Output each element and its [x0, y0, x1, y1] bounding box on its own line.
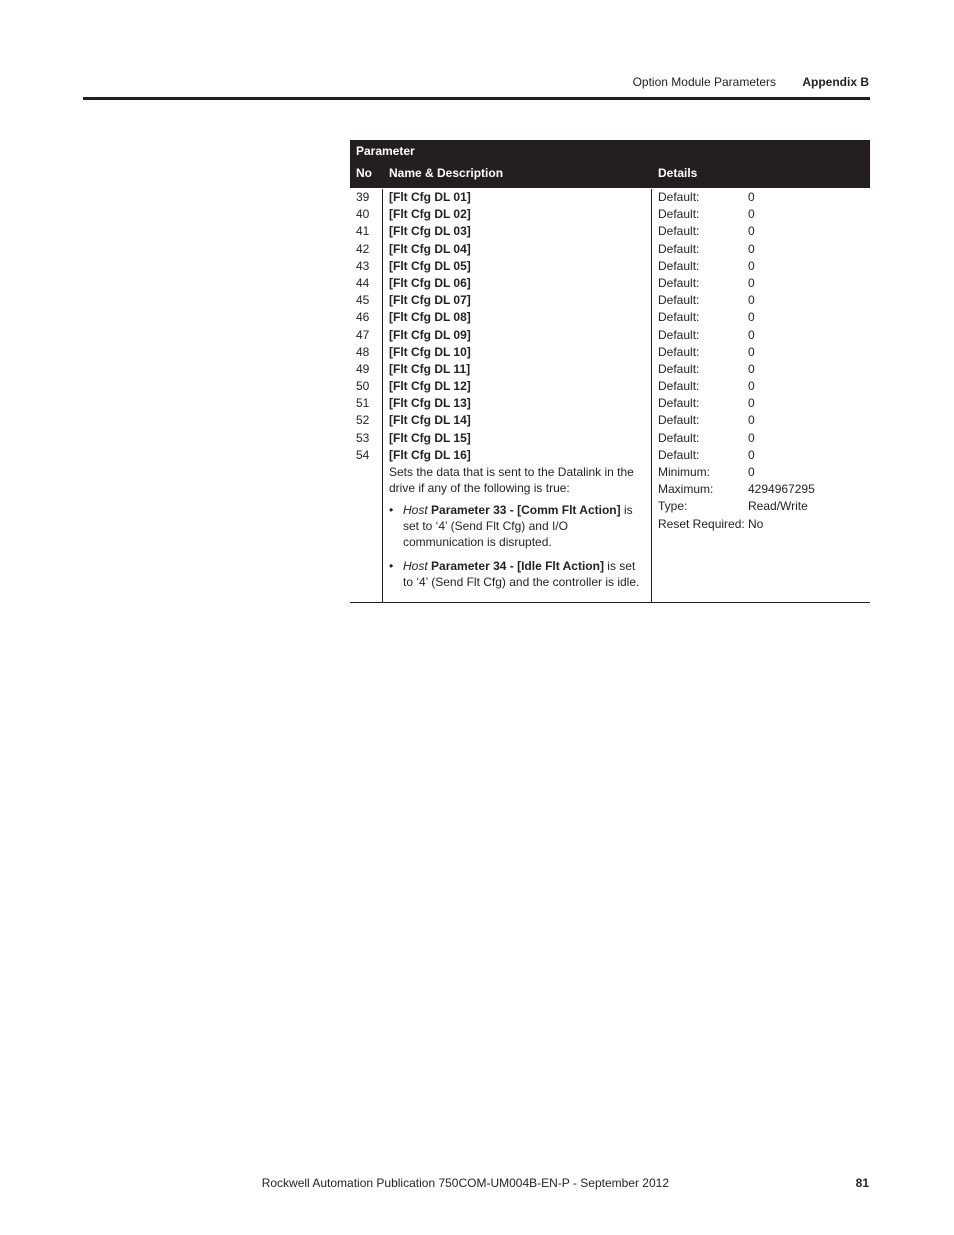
- parameter-name: [Flt Cfg DL 14]: [389, 413, 471, 428]
- number-column: [350, 189, 383, 602]
- parameter-name: [Flt Cfg DL 12]: [389, 379, 471, 394]
- condition-item: [389, 558, 645, 590]
- detail-value: 0: [748, 465, 755, 479]
- bullet-marker: •: [389, 503, 394, 518]
- detail-value: Read/Write: [748, 499, 808, 514]
- default-row: [658, 241, 864, 258]
- detail-label: Type:: [658, 499, 688, 514]
- detail-row: [658, 498, 864, 515]
- parameter-number: 45: [356, 293, 370, 308]
- default-label: Default:: [658, 413, 700, 428]
- footer-publication: Rockwell Automation Publication 750COM-UM004B-EN-P - September 2012: [261, 1176, 669, 1190]
- detail-value: No: [748, 516, 764, 531]
- parameter-name: [Flt Cfg DL 08]: [389, 310, 471, 325]
- detail-label: Maximum:: [658, 482, 714, 497]
- header-parameter: Parameter: [356, 144, 415, 158]
- default-label: Default:: [658, 430, 700, 445]
- parameter-number: 39: [356, 190, 370, 204]
- parameter-name-list: [389, 189, 645, 464]
- default-row: [658, 327, 864, 344]
- parameter-name: [Flt Cfg DL 06]: [389, 275, 471, 290]
- default-label: Default:: [658, 361, 700, 376]
- host-label: Host: [403, 559, 428, 574]
- default-row: [658, 292, 864, 309]
- parameter-number: 48: [356, 344, 370, 359]
- parameter-number: 40: [356, 207, 370, 222]
- header-appendix-label: Appendix B: [802, 75, 869, 89]
- parameter-number: 51: [356, 396, 370, 411]
- default-value: 0: [748, 413, 755, 428]
- default-row: [658, 223, 864, 240]
- parameter-reference: Parameter 33 - [Comm Flt Action]: [431, 503, 621, 518]
- name-description-column: [383, 189, 652, 602]
- condition-text: is set to ‘4’ (Send Flt Cfg) and the controller is idle.: [403, 559, 640, 590]
- default-label: Default:: [658, 310, 700, 325]
- parameter-name: [Flt Cfg DL 03]: [389, 224, 471, 239]
- default-value: 0: [748, 258, 755, 273]
- parameter-number: 50: [356, 379, 370, 394]
- detail-row: [658, 464, 864, 481]
- default-label: Default:: [658, 396, 700, 411]
- detail-row: [658, 516, 864, 533]
- default-value: 0: [748, 310, 755, 325]
- parameter-number: 46: [356, 310, 370, 325]
- default-label: Default:: [658, 207, 700, 222]
- default-label: Default:: [658, 379, 700, 394]
- parameter-name: [Flt Cfg DL 15]: [389, 430, 471, 445]
- parameter-number: 44: [356, 275, 370, 290]
- default-row: [658, 412, 864, 429]
- parameter-name: [Flt Cfg DL 10]: [389, 344, 471, 359]
- default-label: Default:: [658, 327, 700, 342]
- default-value: 0: [748, 327, 755, 342]
- default-value: 0: [748, 207, 755, 222]
- detail-row: [658, 481, 864, 498]
- default-value: 0: [748, 430, 755, 445]
- default-label: Default:: [658, 447, 700, 462]
- parameter-number: 49: [356, 361, 370, 376]
- default-row: [658, 189, 864, 206]
- condition-item: [389, 502, 645, 550]
- default-row: [658, 258, 864, 275]
- parameter-table: [350, 140, 870, 603]
- header-no: No: [356, 166, 372, 180]
- default-row: [658, 447, 864, 464]
- default-value: 0: [748, 190, 755, 204]
- parameter-name: [Flt Cfg DL 13]: [389, 396, 471, 411]
- default-row: [658, 275, 864, 292]
- parameter-number: 41: [356, 224, 370, 239]
- default-value: 0: [748, 241, 755, 256]
- parameter-name: [Flt Cfg DL 01]: [389, 190, 471, 204]
- host-label: Host: [403, 503, 428, 518]
- detail-label: Minimum:: [658, 465, 711, 479]
- header-rule: [83, 97, 870, 100]
- parameter-number: 53: [356, 430, 370, 445]
- default-label: Default:: [658, 241, 700, 256]
- page-number: 81: [855, 1176, 869, 1190]
- parameter-name: [Flt Cfg DL 05]: [389, 258, 471, 273]
- default-label: Default:: [658, 224, 700, 239]
- table-header: [350, 140, 870, 188]
- default-value: 0: [748, 293, 755, 308]
- parameter-number: 54: [356, 447, 370, 462]
- parameter-number: 52: [356, 413, 370, 428]
- condition-text: is set to ‘4’ (Send Flt Cfg) and I/O communication is disrupted.: [403, 503, 633, 550]
- default-label: Default:: [658, 275, 700, 290]
- parameter-description: Sets the data that is sent to the Datalink in the drive if any of the following is true:: [389, 465, 634, 496]
- default-label: Default:: [658, 190, 700, 204]
- parameter-number: 47: [356, 327, 370, 342]
- default-row: [658, 378, 864, 395]
- default-row: [658, 309, 864, 326]
- detail-label: Reset Required:: [658, 516, 745, 531]
- header-name-description: Name & Description: [389, 166, 504, 180]
- parameter-name: [Flt Cfg DL 04]: [389, 241, 471, 256]
- default-value: 0: [748, 379, 755, 394]
- default-label: Default:: [658, 293, 700, 308]
- default-value: 0: [748, 361, 755, 376]
- default-row: [658, 430, 864, 447]
- default-value: 0: [748, 447, 755, 462]
- default-label: Default:: [658, 258, 700, 273]
- default-value: 0: [748, 344, 755, 359]
- parameter-name: [Flt Cfg DL 07]: [389, 293, 471, 308]
- header-section-title: Option Module Parameters: [632, 75, 776, 89]
- table-body: [350, 188, 870, 602]
- parameter-name: [Flt Cfg DL 11]: [389, 361, 471, 376]
- parameter-name: [Flt Cfg DL 02]: [389, 207, 471, 222]
- default-row: [658, 344, 864, 361]
- header-details: Details: [658, 166, 698, 180]
- default-label: Default:: [658, 344, 700, 359]
- bullet-marker: •: [389, 559, 394, 574]
- default-row: [658, 395, 864, 412]
- default-value: 0: [748, 396, 755, 411]
- parameter-name: [Flt Cfg DL 16]: [389, 447, 471, 462]
- parameter-name: [Flt Cfg DL 09]: [389, 327, 471, 342]
- parameter-number: 42: [356, 241, 370, 256]
- default-value: 0: [748, 224, 755, 239]
- default-list: [658, 189, 864, 464]
- default-value: 0: [748, 275, 755, 290]
- parameter-reference: Parameter 34 - [Idle Flt Action]: [431, 559, 604, 574]
- detail-value: 4294967295: [748, 482, 815, 497]
- parameter-number: 43: [356, 258, 370, 273]
- default-row: [658, 361, 864, 378]
- details-column: [652, 189, 870, 602]
- default-row: [658, 206, 864, 223]
- condition-list: [389, 502, 645, 590]
